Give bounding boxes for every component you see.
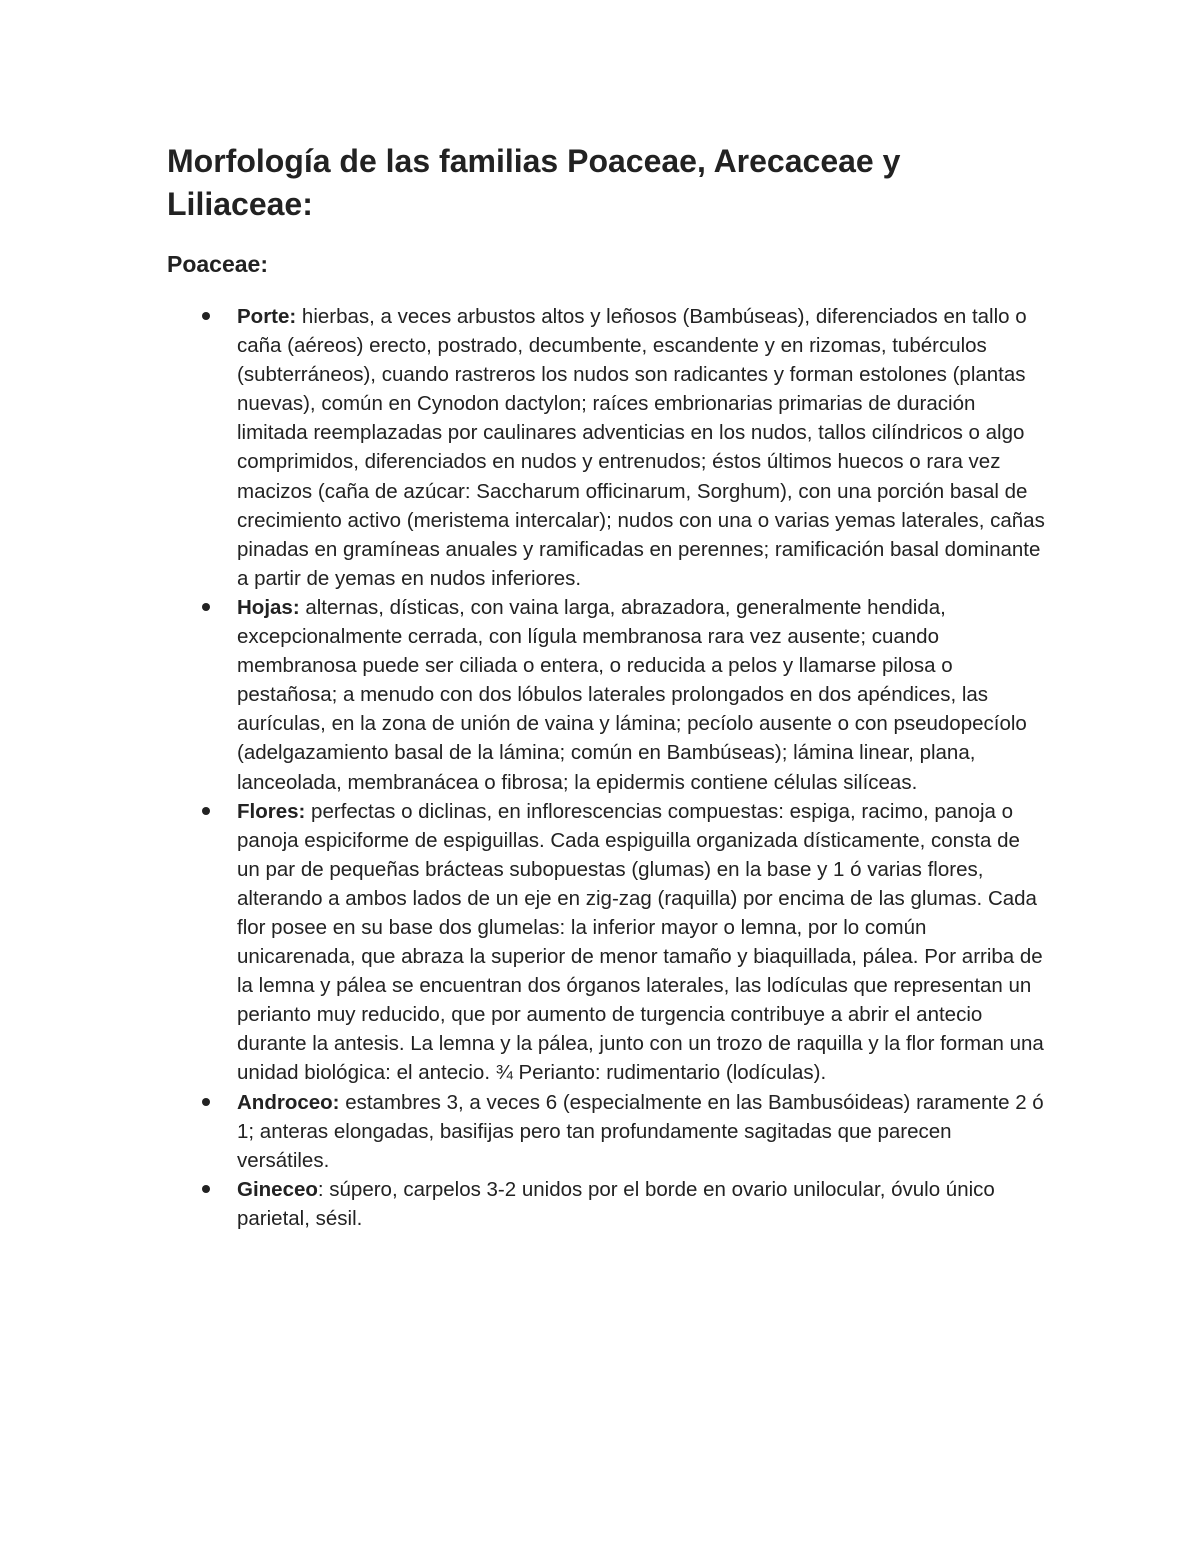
bullet-icon	[202, 807, 210, 815]
list-item	[167, 1088, 1047, 1175]
bullet-icon	[202, 1098, 210, 1106]
bullet-list	[167, 302, 1047, 1233]
list-item	[167, 593, 1047, 797]
list-item	[167, 302, 1047, 593]
item-label: Hojas:	[237, 595, 300, 619]
page-title: Morfología de las familias Poaceae, Arecaceae y Liliaceae:	[167, 143, 901, 222]
item-text: perfectas o diclinas, en inflorescencias compuestas: espiga, racimo, panoja o panoja espiciforme de espiguillas. Cada espiguilla organizada dísticamente, consta de un par de pequeñas brácteas subopuestas (glumas) en la base y 1 ó varias flores, alterando a ambos lados de un eje en zig-zag (raquilla) por encima de las glumas. Cada flor posee en su base dos glumelas: la inferior mayor o lemna, por lo común unicarenada, que abraza la superior de menor tamaño y biaquillada, pálea. Por arriba de la lemna y pálea se encuentran dos órganos laterales, las lodículas que representan un perianto muy reducido, que por aumento de turgencia contribuye a abrir el antecio durante la antesis. La lemna y la pálea, junto con un trozo de raquilla y la flor forman una unidad biológica: el antecio. ¾ Perianto: rudimentario (lodículas).	[237, 799, 1044, 1085]
item-label: Flores:	[237, 799, 306, 823]
item-label: Gineceo	[237, 1177, 318, 1201]
bullet-icon	[202, 603, 210, 611]
item-text: estambres 3, a veces 6 (especialmente en las Bambusóideas) raramente 2 ó 1; anteras elongadas, basifijas pero tan profundamente sagitadas que parecen versátiles.	[237, 1090, 1044, 1172]
bullet-icon	[202, 312, 210, 320]
list-item	[167, 797, 1047, 1088]
item-label: Porte:	[237, 305, 297, 328]
item-text: hierbas, a veces arbustos altos y leñosos (Bambúseas), diferenciados en tallo o caña (aéreos) erecto, postrado, decumbente, escandente y en rizomas, tubérculos (subterráneos), cuando rastreros los nudos son radicantes y forman estolones (plantas nuevas), común en Cynodon dactylon; raíces embrionarias primarias de duración limitada reemplazadas por caulinares adventicias en los nudos, tallos cilíndricos o algo comprimidos, diferenciados en nudos y entrenudos; éstos últimos huecos o rara vez macizos (caña de azúcar: Saccharum officinarum, Sorghum), con una porción basal de crecimiento activo (meristema intercalar); nudos con una o varias yemas laterales, cañas pinadas en gramíneas anuales y ramificadas en perennes; ramificación basal dominante a partir de yemas en nudos inferiores.	[237, 305, 1045, 590]
bullet-icon	[202, 1185, 210, 1193]
list-item	[167, 1175, 1047, 1233]
section-heading: Poaceae:	[167, 251, 269, 277]
item-label: Androceo:	[237, 1090, 340, 1114]
item-text: : súpero, carpelos 3-2 unidos por el borde en ovario unilocular, óvulo único parietal, sésil.	[237, 1177, 995, 1230]
document-content	[167, 140, 1047, 1233]
item-text: alternas, dísticas, con vaina larga, abrazadora, generalmente hendida, excepcionalmente cerrada, con lígula membranosa rara vez ausente; cuando membranosa puede ser ciliada o entera, o reducida a pelos y llamarse pilosa o pestañosa; a menudo con dos lóbulos laterales prolongados en dos apéndices, las aurículas, en la zona de unión de vaina y lámina; pecíolo ausente o con pseudopecíolo (adelgazamiento basal de la lámina; común en Bambúseas); lámina linear, plana, lanceolada, membranácea o fibrosa; la epidermis contiene células silíceas.	[237, 595, 1027, 794]
